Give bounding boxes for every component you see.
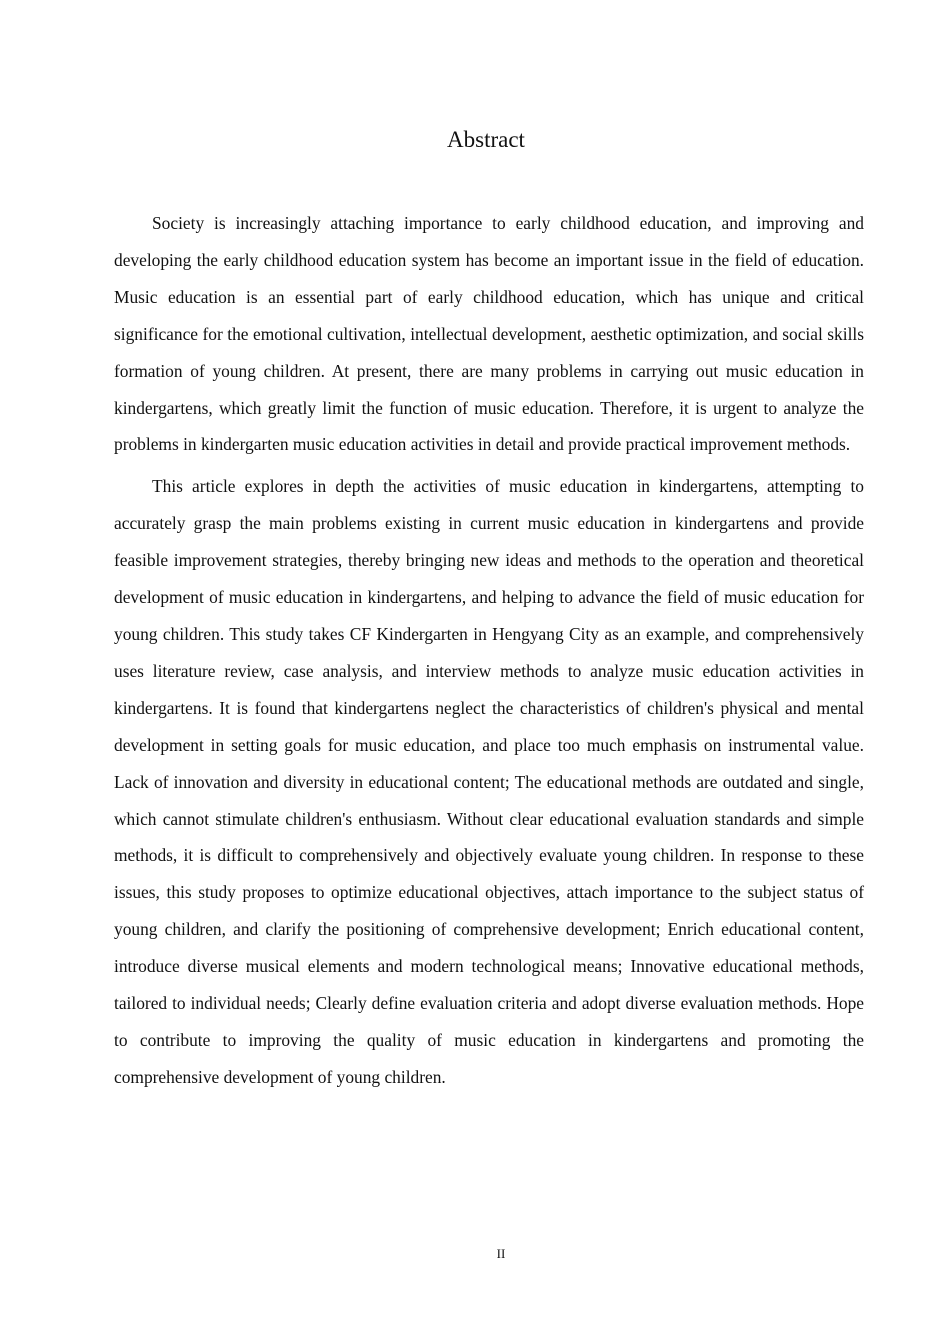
page-title: Abstract <box>447 127 525 152</box>
abstract-paragraph-2: This article explores in depth the activities of music education in kindergartens, attempting to accurately grasp the main problems existing in current music education in kindergartens and provide feasible improvement strategies, thereby bringing new ideas and methods to the operation and theoretical development of music education in kindergartens, and helping to advance the field of music education for young children. This study takes CF Kindergarten in Hengyang City as an example, and comprehensively uses literature review, case analysis, and interview methods to analyze music education activities in kindergartens. It is found that kindergartens neglect the characteristics of children's physical and mental development in setting goals for music education, and place too much emphasis on instrumental value. Lack of innovation and diversity in educational content; The educational methods are outdated and single, which cannot stimulate children's enthusiasm. Without clear educational evaluation standards and simple methods, it is difficult to comprehensively and objectively evaluate young children. In response to these issues, this study proposes to optimize educational objectives, attach importance to the subject status of young children, and clarify the positioning of comprehensive development; Enrich educational content, introduce diverse musical elements and modern technological means; Innovative educational methods, tailored to individual needs; Clearly define evaluation criteria and adopt diverse evaluation methods. Hope to contribute to improving the quality of music education in kindergartens and promoting the comprehensive development of young children. <box>114 476 864 1087</box>
abstract-body <box>114 205 864 1101</box>
page-number: II <box>496 1246 506 1261</box>
abstract-paragraph-1: Society is increasingly attaching importance to early childhood education, and improving and developing the early childhood education system has become an important issue in the field of education. Music education is an essential part of early childhood education, which has unique and critical significance for the emotional cultivation, intellectual development, aesthetic optimization, and social skills formation of young children. At present, there are many problems in carrying out music education in kindergartens, which greatly limit the function of music education. Therefore, it is urgent to analyze the problems in kindergarten music education activities in detail and provide practical improvement methods. <box>114 213 864 455</box>
